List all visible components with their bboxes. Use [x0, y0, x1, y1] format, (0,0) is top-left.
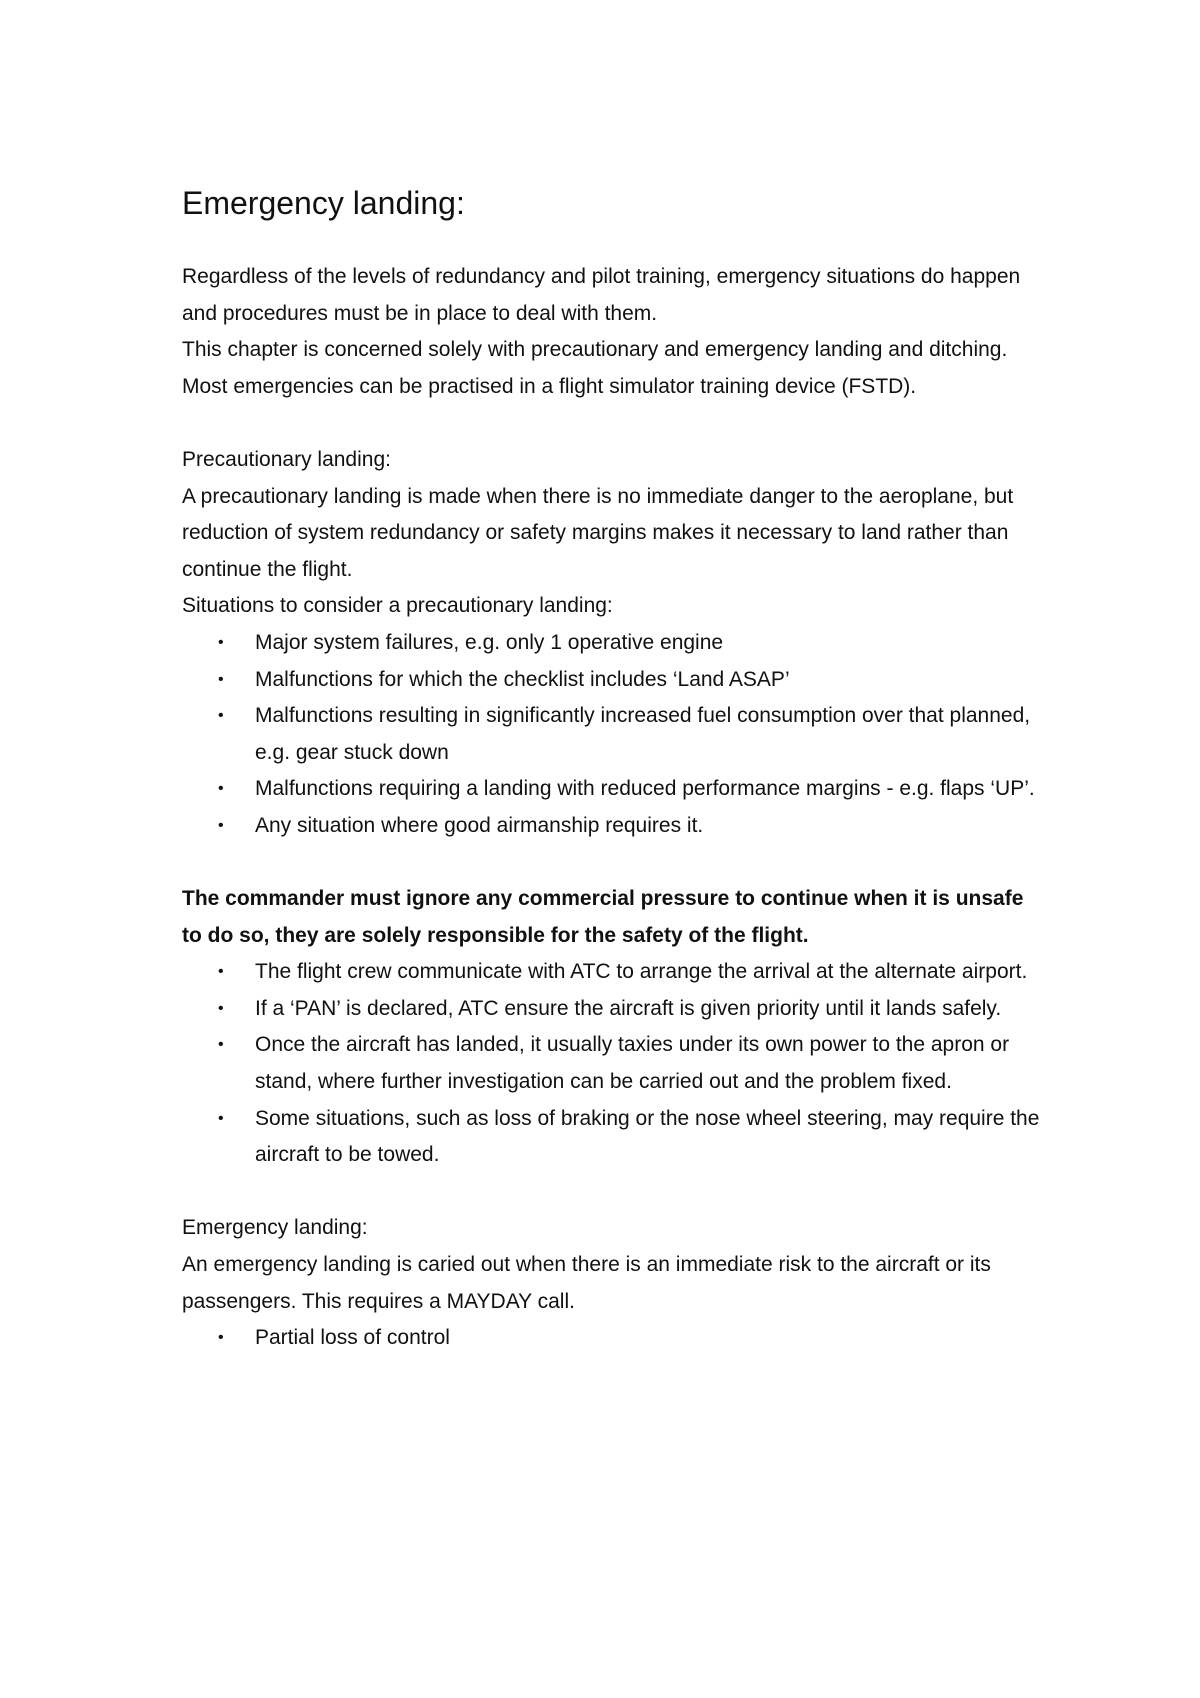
list-item: • Any situation where good airmanship requires it. [182, 808, 1042, 845]
paragraph-spacer [182, 845, 1042, 882]
document-title: Emergency landing: [182, 185, 465, 221]
section-heading-emergency: Emergency landing: [182, 1216, 368, 1240]
list-item: • Malfunctions for which the checklist includes ‘Land ASAP’ [182, 662, 1042, 699]
section-heading-precautionary: Precautionary landing: [182, 447, 391, 471]
list-item: • Once the aircraft has landed, it usually taxies under its own power to the apron or stand, where further investigation can be carried out and the problem fixed. [182, 1027, 1042, 1100]
list-item: • Some situations, such as loss of braking or the nose wheel steering, may require the aircraft to be towed. [182, 1101, 1042, 1174]
paragraph-spacer [182, 1174, 1042, 1211]
emergency-points-list [182, 1320, 1042, 1357]
list-item: • Major system failures, e.g. only 1 operative engine [182, 625, 1042, 662]
situations-list [182, 625, 1042, 845]
commander-points-list [182, 954, 1042, 1174]
document-body [182, 183, 1042, 1357]
intro-paragraph: This chapter is concerned solely with precautionary and emergency landing and ditching. [182, 338, 1008, 362]
list-item: • The flight crew communicate with ATC to arrange the arrival at the alternate airport. [182, 954, 1042, 991]
situations-label: Situations to consider a precautionary landing: [182, 594, 613, 618]
list-item: • If a ‘PAN’ is declared, ATC ensure the aircraft is given priority until it lands safely. [182, 991, 1042, 1028]
commander-statement: The commander must ignore any commercial pressure to continue when it is unsafe to do so, they are solely responsible for the safety of the flight. [182, 887, 1024, 947]
intro-paragraph: Regardless of the levels of redundancy and pilot training, emergency situations do happen and procedures must be in place to deal with them. [182, 265, 1021, 325]
list-item: • Malfunctions resulting in significantly increased fuel consumption over that planned, e.g. gear stuck down [182, 698, 1042, 771]
precautionary-description: A precautionary landing is made when there is no immediate danger to the aeroplane, but reduction of system redundancy or safety margins makes it necessary to land rather than continue the flight. [182, 484, 1014, 581]
list-item: • Partial loss of control [182, 1320, 1042, 1357]
paragraph-spacer [182, 405, 1042, 442]
emergency-description: An emergency landing is caried out when there is an immediate risk to the aircraft or its passengers. This requires a MAYDAY call. [182, 1253, 991, 1313]
list-item: • Malfunctions requiring a landing with reduced performance margins - e.g. flaps ‘UP’. [182, 771, 1042, 808]
intro-paragraph: Most emergencies can be practised in a flight simulator training device (FSTD). [182, 374, 917, 398]
